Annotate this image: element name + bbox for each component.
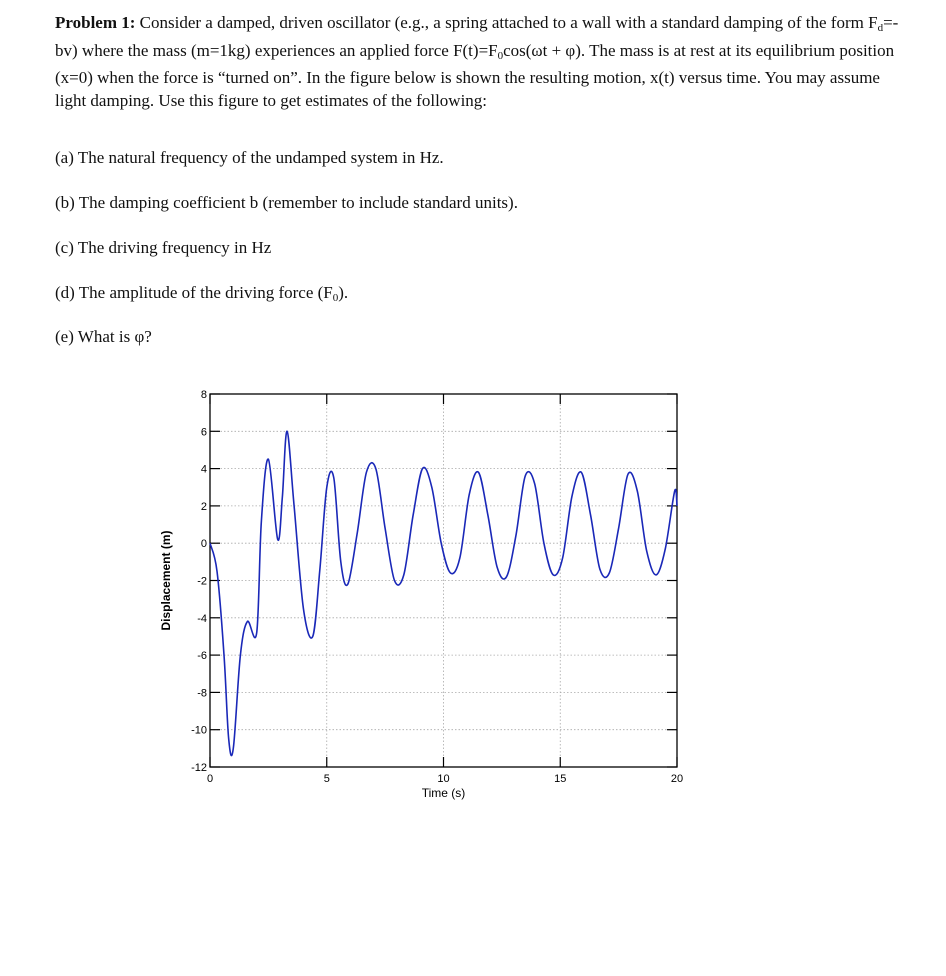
y-tick-label-4: 4 bbox=[200, 463, 207, 476]
problem-force-text: cos(ωt + φ). The mass is at rest at its equilibrium position (x=0) when the force is “turned on”. In the figure below is shown the resulting motion, x(t) versus time. You may assume light damping. Use this figure to get estimates of the following: bbox=[55, 40, 895, 110]
y-tick-label-6: 6 bbox=[200, 426, 207, 439]
y-tick-label--10: -10 bbox=[191, 724, 207, 737]
question-d-text: (d) The amplitude of the driving force (F bbox=[55, 283, 333, 302]
y-tick-label--8: -8 bbox=[197, 687, 207, 700]
question-c: (c) The driving frequency in Hz bbox=[55, 238, 272, 257]
y-tick-label--4: -4 bbox=[197, 612, 207, 625]
displacement-chart bbox=[150, 378, 710, 808]
chart-grid bbox=[210, 394, 677, 767]
question-a: (a) The natural frequency of the undamped system in Hz. bbox=[55, 148, 444, 167]
x-tick-label-0: 0 bbox=[206, 773, 214, 785]
y-tick-label-8: 8 bbox=[200, 389, 207, 401]
y-tick-label--6: -6 bbox=[197, 650, 207, 663]
y-tick-label--2: -2 bbox=[197, 575, 207, 588]
x-tick-label-5: 5 bbox=[323, 773, 330, 785]
question-d-subscript: 0 bbox=[332, 292, 339, 304]
problem-label: Problem 1: bbox=[55, 13, 136, 32]
question-d bbox=[55, 283, 348, 304]
y-tick-label-0: 0 bbox=[200, 538, 207, 551]
damping-force-subscript: d bbox=[877, 22, 884, 34]
driving-force-subscript: 0 bbox=[497, 49, 504, 62]
x-axis-label: Time (s) bbox=[421, 786, 466, 800]
x-tick-labels bbox=[207, 773, 683, 785]
x-tick-label-10: 10 bbox=[437, 773, 450, 785]
x-tick-label-20: 20 bbox=[670, 773, 684, 785]
problem-intro: Consider a damped, driven oscillator (e.g., a spring attached to a wall with a standard damping of the form F bbox=[135, 13, 878, 32]
y-tick-label--12: -12 bbox=[191, 762, 207, 774]
x-tick-label-15: 15 bbox=[554, 773, 567, 785]
problem-damping-text: =-bv) where the mass (m=1kg) experiences an applied force F(t)=F bbox=[55, 13, 899, 60]
question-b: (b) The damping coefficient b (remember to include standard units). bbox=[55, 193, 518, 212]
y-tick-label-2: 2 bbox=[200, 500, 207, 513]
y-axis-label: Displacement (m) bbox=[159, 530, 173, 631]
question-e: (e) What is φ? bbox=[55, 327, 152, 346]
y-tick-labels bbox=[191, 389, 207, 774]
question-d-end: ). bbox=[338, 283, 349, 302]
problem-statement bbox=[55, 12, 905, 112]
